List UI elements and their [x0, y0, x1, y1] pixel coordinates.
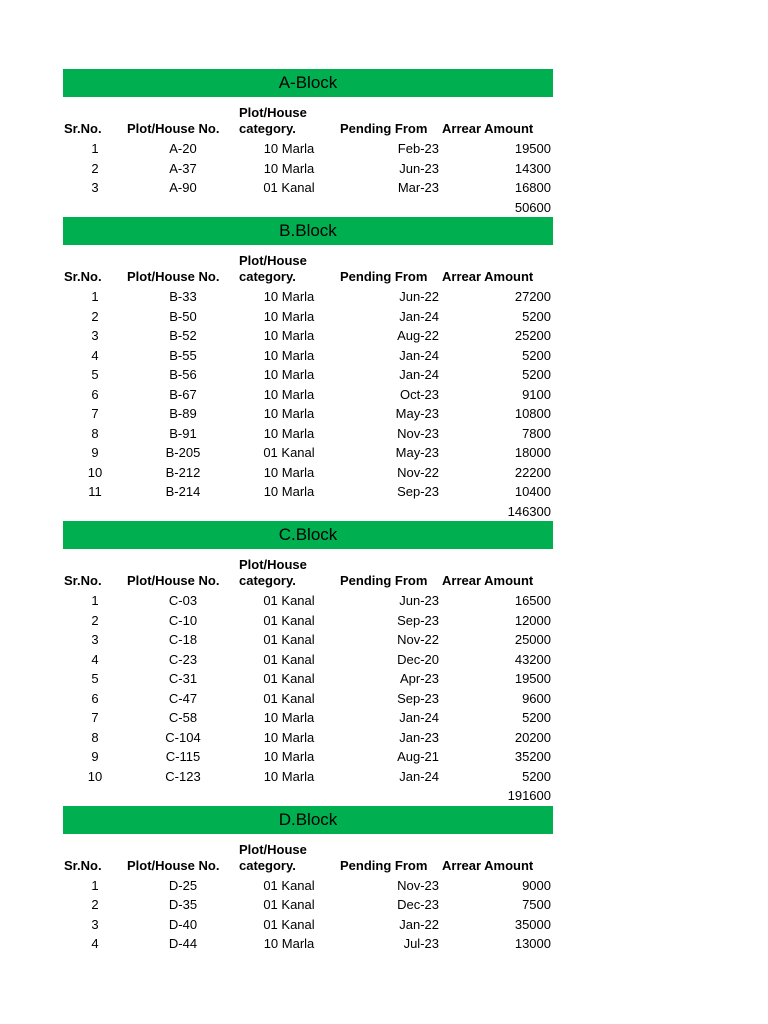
cell-category: 01 Kanal — [263, 897, 315, 912]
cell-category: 10 Marla — [263, 936, 315, 951]
header-category — [239, 557, 329, 589]
header-category-line2: category. — [239, 857, 296, 873]
cell-plot-house-no: A-90 — [169, 180, 197, 195]
cell-arrear-amount: 5200 — [522, 347, 551, 363]
cell-arrear-amount: 7800 — [522, 425, 551, 441]
block-title: D.Block — [63, 806, 553, 834]
cell-pending-from: Oct-23 — [399, 386, 439, 402]
header-category-line2: category. — [239, 121, 296, 136]
cell-category: 10 Marla — [263, 367, 315, 382]
block-total-row — [63, 786, 553, 806]
cell-category: 10 Marla — [263, 484, 315, 499]
block-section — [63, 69, 553, 217]
header-category — [239, 842, 329, 874]
cell-plot-house-no: B-212 — [165, 464, 201, 480]
cell-sr-no: 10 — [87, 464, 103, 480]
cell-plot-house-no: C-03 — [168, 593, 198, 608]
table-row — [63, 139, 553, 159]
cell-category: 10 Marla — [263, 347, 315, 363]
cell-arrear-amount: 7500 — [522, 897, 551, 912]
cell-plot-house-no: C-115 — [165, 749, 201, 764]
cell-plot-house-no: B-52 — [169, 328, 197, 343]
cell-sr-no: 1 — [91, 289, 99, 304]
header-plot-house-no: Plot/House No. — [127, 857, 220, 873]
cell-arrear-amount: 35000 — [514, 916, 551, 932]
header-category-line1: Plot/House — [239, 253, 307, 268]
table-row — [63, 767, 553, 787]
cell-pending-from: Dec-20 — [397, 651, 439, 667]
header-category-line1: Plot/House — [239, 557, 307, 572]
block-title: C.Block — [63, 521, 553, 549]
header-arrear-amount: Arrear Amount — [442, 121, 534, 136]
cell-arrear-amount: 9600 — [522, 690, 551, 706]
cell-sr-no: 6 — [91, 386, 99, 402]
block-title: A-Block — [63, 69, 553, 97]
cell-plot-house-no: B-214 — [165, 484, 201, 499]
cell-sr-no: 5 — [91, 367, 99, 382]
cell-category: 10 Marla — [263, 160, 315, 176]
cell-plot-house-no: C-123 — [165, 768, 201, 784]
cell-arrear-amount: 19500 — [514, 141, 551, 156]
cell-arrear-amount: 10400 — [514, 484, 551, 499]
header-arrear-amount: Arrear Amount — [442, 857, 534, 873]
cell-pending-from: Jul-23 — [403, 936, 439, 951]
cell-plot-house-no: C-10 — [168, 612, 198, 628]
header-pending-from: Pending From — [340, 121, 428, 136]
cell-pending-from: Jun-23 — [399, 160, 439, 176]
cell-plot-house-no: C-31 — [168, 671, 198, 686]
cell-category: 10 Marla — [263, 768, 315, 784]
cell-pending-from: Aug-21 — [397, 749, 439, 764]
cell-pending-from: Jan-24 — [399, 347, 439, 363]
cell-pending-from: Sep-23 — [397, 484, 439, 499]
header-category-line2: category. — [239, 269, 296, 284]
header-category-line1: Plot/House — [239, 841, 307, 857]
cell-category: 10 Marla — [263, 308, 315, 324]
table-row — [63, 365, 553, 385]
header-plot-house-no: Plot/House No. — [127, 269, 220, 284]
cell-plot-house-no: C-23 — [168, 651, 198, 667]
column-header-row — [63, 549, 553, 591]
cell-pending-from: Nov-23 — [397, 425, 439, 441]
cell-arrear-amount: 12000 — [514, 612, 551, 628]
cell-arrear-amount: 10800 — [514, 406, 551, 421]
header-plot-house-no: Plot/House No. — [127, 573, 220, 588]
header-sr-no: Sr.No. — [64, 269, 102, 284]
cell-arrear-amount: 18000 — [514, 445, 551, 460]
cell-plot-house-no: D-40 — [168, 916, 198, 932]
cell-arrear-amount: 22200 — [514, 464, 551, 480]
table-row — [63, 611, 553, 631]
cell-pending-from: Jan-24 — [399, 768, 439, 784]
header-sr-no: Sr.No. — [64, 121, 102, 136]
cell-arrear-amount: 9100 — [522, 386, 551, 402]
table-row — [63, 915, 553, 935]
cell-arrear-amount: 20200 — [514, 729, 551, 745]
table-row — [63, 307, 553, 327]
cell-sr-no: 6 — [91, 690, 99, 706]
cell-plot-house-no: D-44 — [168, 936, 198, 951]
cell-category: 10 Marla — [263, 406, 315, 421]
table-row — [63, 708, 553, 728]
cell-category: 10 Marla — [263, 749, 315, 764]
table-row — [63, 404, 553, 424]
block-total-row — [63, 198, 553, 218]
cell-arrear-amount: 19500 — [514, 671, 551, 686]
cell-pending-from: Sep-23 — [397, 612, 439, 628]
cell-arrear-amount: 9000 — [522, 877, 551, 893]
arrear-sheet — [63, 69, 553, 954]
cell-category: 01 Kanal — [263, 916, 315, 932]
cell-sr-no: 4 — [91, 936, 99, 951]
cell-pending-from: Jan-23 — [399, 729, 439, 745]
cell-category: 10 Marla — [263, 729, 315, 745]
cell-pending-from: Nov-22 — [397, 464, 439, 480]
table-row — [63, 650, 553, 670]
cell-arrear-amount: 5200 — [522, 710, 551, 725]
table-row — [63, 895, 553, 915]
cell-pending-from: Aug-22 — [397, 328, 439, 343]
header-pending-from: Pending From — [340, 573, 428, 588]
header-category-line2: category. — [239, 573, 296, 588]
cell-arrear-amount: 13000 — [514, 936, 551, 951]
cell-plot-house-no: B-50 — [169, 308, 197, 324]
header-sr-no: Sr.No. — [64, 857, 102, 873]
cell-plot-house-no: A-37 — [169, 160, 197, 176]
table-row — [63, 669, 553, 689]
cell-sr-no: 4 — [91, 651, 99, 667]
column-header-row — [63, 834, 553, 876]
cell-sr-no: 11 — [88, 484, 102, 499]
table-row — [63, 876, 553, 896]
column-header-row — [63, 97, 553, 139]
cell-plot-house-no: D-25 — [168, 877, 198, 893]
cell-category: 01 Kanal — [263, 180, 315, 195]
cell-arrear-amount: 25000 — [514, 632, 551, 647]
cell-arrear-amount: 14300 — [514, 160, 551, 176]
cell-sr-no: 7 — [91, 406, 99, 421]
column-header-row — [63, 245, 553, 287]
header-pending-from: Pending From — [340, 269, 428, 284]
block-section — [63, 806, 553, 954]
cell-plot-house-no: B-33 — [169, 289, 197, 304]
table-row — [63, 178, 553, 198]
cell-pending-from: Sep-23 — [397, 690, 439, 706]
block-total: 191600 — [507, 788, 551, 803]
cell-category: 01 Kanal — [263, 612, 315, 628]
block-total-row — [63, 502, 553, 522]
header-category — [239, 253, 329, 285]
table-row — [63, 346, 553, 366]
header-pending-from: Pending From — [340, 857, 428, 873]
header-category-line1: Plot/House — [239, 105, 307, 120]
table-row — [63, 326, 553, 346]
cell-pending-from: Jan-24 — [399, 367, 439, 382]
cell-pending-from: Nov-23 — [397, 877, 439, 893]
cell-arrear-amount: 43200 — [514, 651, 551, 667]
cell-plot-house-no: C-47 — [168, 690, 198, 706]
cell-sr-no: 9 — [91, 445, 99, 460]
cell-sr-no: 4 — [91, 347, 99, 363]
cell-sr-no: 1 — [91, 141, 99, 156]
cell-plot-house-no: B-89 — [169, 406, 197, 421]
cell-sr-no: 2 — [91, 897, 99, 912]
cell-pending-from: Jan-24 — [399, 710, 439, 725]
table-row — [63, 747, 553, 767]
cell-plot-house-no: D-35 — [168, 897, 198, 912]
block-section — [63, 217, 553, 521]
cell-sr-no: 3 — [91, 916, 99, 932]
cell-sr-no: 10 — [87, 768, 103, 784]
table-row — [63, 689, 553, 709]
cell-sr-no: 3 — [91, 328, 99, 343]
cell-category: 10 Marla — [263, 386, 315, 402]
cell-category: 01 Kanal — [263, 671, 315, 686]
cell-plot-house-no: A-20 — [169, 141, 197, 156]
cell-plot-house-no: B-205 — [165, 445, 201, 460]
cell-category: 10 Marla — [263, 425, 315, 441]
block-total: 50600 — [514, 199, 551, 215]
cell-plot-house-no: B-55 — [169, 347, 197, 363]
cell-pending-from: Apr-23 — [399, 671, 439, 686]
cell-sr-no: 1 — [91, 877, 99, 893]
cell-arrear-amount: 35200 — [514, 749, 551, 764]
cell-category: 01 Kanal — [263, 632, 315, 647]
cell-category: 10 Marla — [263, 328, 315, 343]
cell-category: 01 Kanal — [263, 593, 315, 608]
block-title: B.Block — [63, 217, 553, 245]
table-row — [63, 385, 553, 405]
cell-sr-no: 3 — [91, 180, 99, 195]
cell-category: 01 Kanal — [263, 877, 315, 893]
cell-pending-from: Mar-23 — [397, 180, 439, 195]
cell-pending-from: Feb-23 — [397, 141, 439, 156]
header-plot-house-no: Plot/House No. — [127, 121, 220, 136]
table-row — [63, 482, 553, 502]
header-arrear-amount: Arrear Amount — [442, 573, 534, 588]
cell-arrear-amount: 16500 — [514, 593, 551, 608]
table-row — [63, 630, 553, 650]
cell-sr-no: 5 — [91, 671, 99, 686]
cell-pending-from: Jun-22 — [399, 289, 439, 304]
table-row — [63, 424, 553, 444]
cell-sr-no: 1 — [91, 593, 99, 608]
cell-category: 10 Marla — [263, 710, 315, 725]
table-row — [63, 728, 553, 748]
header-arrear-amount: Arrear Amount — [442, 269, 534, 284]
cell-sr-no: 8 — [91, 729, 99, 745]
table-row — [63, 591, 553, 611]
header-sr-no: Sr.No. — [64, 573, 102, 588]
header-category — [239, 105, 329, 137]
cell-plot-house-no: B-67 — [169, 386, 197, 402]
cell-arrear-amount: 16800 — [514, 180, 551, 195]
cell-pending-from: May-23 — [395, 406, 439, 421]
cell-sr-no: 9 — [91, 749, 99, 764]
cell-category: 10 Marla — [263, 289, 315, 304]
cell-category: 01 Kanal — [263, 445, 315, 460]
cell-pending-from: Jan-24 — [399, 308, 439, 324]
cell-plot-house-no: C-104 — [165, 729, 201, 745]
cell-category: 01 Kanal — [263, 651, 315, 667]
table-row — [63, 287, 553, 307]
cell-sr-no: 3 — [91, 632, 99, 647]
cell-pending-from: Jun-23 — [399, 593, 439, 608]
table-row — [63, 159, 553, 179]
table-row — [63, 463, 553, 483]
cell-category: 10 Marla — [263, 464, 315, 480]
cell-pending-from: Nov-22 — [397, 632, 439, 647]
cell-category: 10 Marla — [263, 141, 315, 156]
cell-arrear-amount: 5200 — [522, 768, 551, 784]
cell-plot-house-no: B-91 — [169, 425, 197, 441]
cell-arrear-amount: 25200 — [514, 328, 551, 343]
cell-sr-no: 2 — [91, 612, 99, 628]
cell-arrear-amount: 5200 — [522, 308, 551, 324]
cell-plot-house-no: C-58 — [168, 710, 198, 725]
cell-sr-no: 7 — [91, 710, 99, 725]
cell-sr-no: 8 — [91, 425, 99, 441]
cell-arrear-amount: 27200 — [514, 289, 551, 304]
cell-plot-house-no: C-18 — [168, 632, 198, 647]
cell-category: 01 Kanal — [263, 690, 315, 706]
cell-pending-from: Dec-23 — [397, 897, 439, 912]
block-section — [63, 521, 553, 806]
cell-arrear-amount: 5200 — [522, 367, 551, 382]
cell-sr-no: 2 — [91, 308, 99, 324]
cell-pending-from: Jan-22 — [399, 916, 439, 932]
table-row — [63, 443, 553, 463]
cell-sr-no: 2 — [91, 160, 99, 176]
block-total: 146300 — [507, 503, 551, 519]
cell-pending-from: May-23 — [395, 445, 439, 460]
cell-plot-house-no: B-56 — [169, 367, 197, 382]
table-row — [63, 934, 553, 954]
